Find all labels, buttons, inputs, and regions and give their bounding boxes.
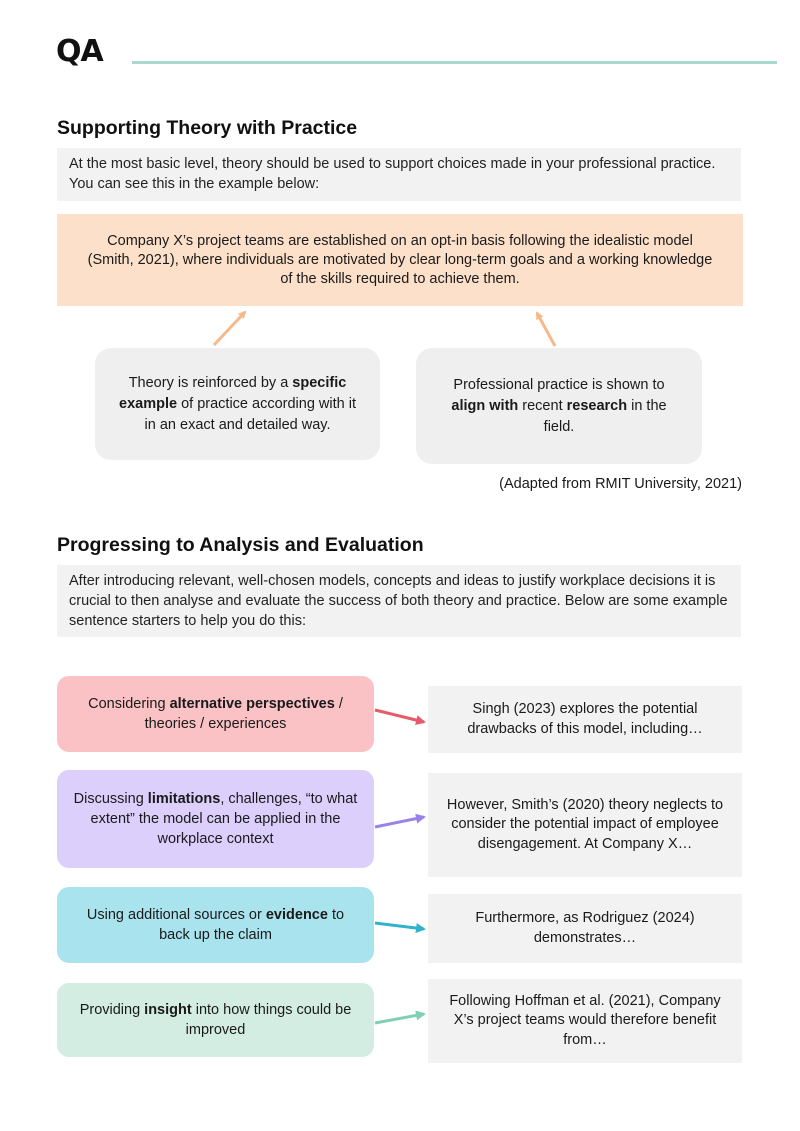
header-divider bbox=[132, 61, 777, 64]
explanation-bubble-specific-example bbox=[95, 348, 380, 460]
arrow-up-left-icon bbox=[214, 312, 245, 345]
arrow-right-purple-icon bbox=[375, 817, 424, 827]
example-sentence-box: However, Smith’s (2020) theory neglects to consider the potential impact of employee disengagement. At Company X… bbox=[428, 773, 742, 877]
arrow-up-right-icon bbox=[537, 313, 555, 346]
qa-logo: QA bbox=[56, 34, 103, 69]
source-caption: (Adapted from RMIT University, 2021) bbox=[499, 476, 742, 492]
starter-text: Using additional sources or evidence to back up the claim bbox=[86, 907, 345, 943]
section-heading-theory-practice: Supporting Theory with Practice bbox=[57, 117, 358, 139]
sentence-starter-alternative-perspectives bbox=[57, 676, 374, 752]
explanation-bubble-align-research bbox=[416, 348, 702, 464]
arrow-right-green-icon bbox=[375, 1014, 424, 1023]
starter-text: Considering alternative perspectives / theories / experiences bbox=[88, 696, 343, 732]
example-sentence-box: Singh (2023) explores the potential drawbacks of this model, including… bbox=[428, 686, 742, 753]
section-intro-analysis-evaluation: After introducing relevant, well-chosen models, concepts and ideas to justify workplace decisions it is crucial to then analyse and evaluate the success of both theory and practice. Below are some example sentence starters to help you do this: bbox=[57, 565, 741, 637]
sentence-starter-limitations bbox=[57, 770, 374, 868]
example-sentence-box: Furthermore, as Rodriguez (2024) demonstrates… bbox=[428, 894, 742, 963]
section-heading-analysis-evaluation: Progressing to Analysis and Evaluation bbox=[57, 534, 424, 556]
bubble-text: Theory is reinforced by a specific example of practice according with it in an exact and detailed way. bbox=[119, 374, 356, 433]
section-intro-theory-practice: At the most basic level, theory should be used to support choices made in your professional practice. You can see this in the example below: bbox=[57, 148, 741, 201]
example-statement-box: Company X’s project teams are established on an opt-in basis following the idealistic model (Smith, 2021), where individuals are motivated by clear long-term goals and a working knowledge of the skills required to achieve them. bbox=[57, 214, 743, 306]
arrow-right-red-icon bbox=[375, 710, 424, 722]
arrow-right-cyan-icon bbox=[375, 923, 424, 929]
example-sentence-box: Following Hoffman et al. (2021), Company X’s project teams would therefore benefit from… bbox=[428, 979, 742, 1063]
starter-text: Providing insight into how things could be improved bbox=[79, 1002, 352, 1038]
sentence-starter-insight bbox=[57, 983, 374, 1057]
sentence-starter-evidence bbox=[57, 887, 374, 963]
bubble-text: Professional practice is shown to align with recent research in the field. bbox=[451, 376, 667, 435]
starter-text: Discussing limitations, challenges, “to what extent” the model can be applied in the workplace context bbox=[73, 791, 358, 847]
